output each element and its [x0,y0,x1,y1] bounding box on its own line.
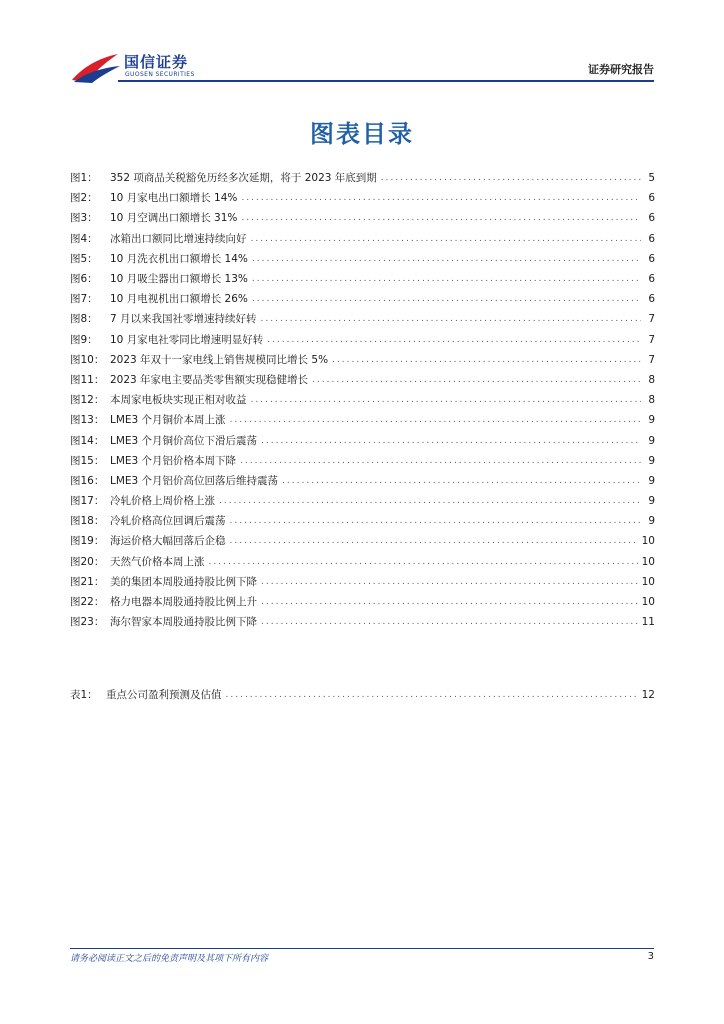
toc-entry-page: 6 [648,273,655,286]
toc-leader-dots [267,330,641,350]
page-header [0,0,724,86]
toc-entry[interactable] [70,572,655,592]
toc-leader-dots [282,471,641,491]
toc-entry[interactable] [70,289,655,309]
toc-entry-label: 图3： [70,212,98,225]
toc-entry-label: 图17： [70,495,105,508]
toc-entry-label: 图6： [70,273,98,286]
toc-entry-label: 图16： [70,474,105,487]
toc-entry-page: 12 [641,689,655,702]
toc-entry-title: 10 月家电社零同比增速明显好转 [110,333,264,346]
toc-entry-title: LME3 个月铝价高位回落后维持震荡 [110,474,279,487]
toc-entry-label: 图23： [70,616,105,629]
toc-entry-title: 10 月空调出口额增长 31% [110,212,238,225]
toc-entry[interactable] [70,685,655,705]
toc-entry-title: 冰箱出口额同比增速持续向好 [110,232,247,245]
toc-leader-dots [251,390,642,410]
toc-entry-label: 图1： [70,172,98,185]
toc-entry-label: 图4： [70,232,98,245]
page-number: 3 [647,951,654,962]
toc-entry-page: 9 [648,515,655,528]
toc-entry[interactable] [70,229,655,249]
toc-entry-page: 9 [648,474,655,487]
toc-leader-dots [261,431,641,451]
disclaimer-note: 请务必阅读正文之后的免责声明及其项下所有内容 [70,954,269,964]
toc-entry-label: 图22： [70,596,105,609]
toc-leader-dots [230,531,638,551]
toc-entry-title: 2023 年双十一家电线上销售规模同比增长 5% [110,353,329,366]
brand-name-cn: 国信证券 [124,53,189,71]
toc-entry-title: 格力电器本周股通持股比例上升 [110,596,257,609]
toc-entry[interactable] [70,410,655,430]
toc-entry-title: 天然气价格本周上涨 [110,555,205,568]
toc-entry[interactable] [70,531,655,551]
toc-entry-label: 图15： [70,454,105,467]
toc-entry[interactable] [70,612,655,632]
toc-entry-page: 6 [648,232,655,245]
toc-entry[interactable] [70,208,655,228]
toc-leader-dots [230,410,641,430]
toc-entry-page: 10 [641,555,655,568]
toc-entry-page: 10 [641,596,655,609]
toc-entry-title: 10 月吸尘器出口额增长 13% [110,273,248,286]
toc-entry-page: 6 [648,293,655,306]
toc-leader-dots [241,188,641,208]
report-type: 证券研究报告 [588,63,654,76]
toc-entry-title: 冷轧价格高位回调后震荡 [110,515,226,528]
footer-divider [70,948,654,949]
toc-entry[interactable] [70,188,655,208]
toc-entry[interactable] [70,451,655,471]
toc-entry-page: 7 [648,333,655,346]
toc-entry-page: 7 [648,313,655,326]
toc-entry-page: 10 [641,535,655,548]
toc-entry-label: 图10： [70,353,105,366]
toc-entry-page: 7 [648,353,655,366]
toc-entry-page: 9 [648,454,655,467]
toc-entry-page: 6 [648,252,655,265]
toc-entry-label: 图8： [70,313,98,326]
toc-entry[interactable] [70,511,655,531]
toc-entry-page: 6 [648,192,655,205]
toc-leader-dots [230,511,642,531]
toc-entry[interactable] [70,592,655,612]
toc-leader-dots [209,552,638,572]
toc-leader-dots [261,309,641,329]
toc-entry[interactable] [70,350,655,370]
toc-entry-title: 7 月以来我国社零增速持续好转 [110,313,257,326]
brand-name-en: GUOSEN SECURITIES [125,71,195,78]
toc-leader-dots [261,612,638,632]
toc-entry-page: 9 [648,434,655,447]
toc-leader-dots [219,491,641,511]
toc-entry-page: 11 [641,616,655,629]
toc-entry-title: LME3 个月铜价本周上涨 [110,414,226,427]
toc-entry-label: 图19： [70,535,105,548]
table-list [70,685,655,705]
toc-entry-title: LME3 个月铜价高位下滑后震荡 [110,434,258,447]
toc-entry-label: 图5： [70,252,98,265]
toc-entry-label: 图11： [70,373,105,386]
toc-entry-label: 图20： [70,555,105,568]
toc-entry-page: 5 [648,172,655,185]
toc-entry-page: 6 [648,212,655,225]
toc-entry-page: 8 [648,394,655,407]
toc-entry-label: 图2： [70,192,98,205]
toc-entry-label: 图7： [70,293,98,306]
toc-entry-title: 10 月家电出口额增长 14% [110,192,238,205]
toc-entry-title: 本周家电板块实现正相对收益 [110,394,247,407]
figure-list [70,168,655,632]
toc-leader-dots [226,685,638,705]
toc-leader-dots [332,350,641,370]
toc-entry-label: 图21： [70,575,105,588]
page-title: 图表目录 [310,120,414,148]
toc-entry[interactable] [70,330,655,350]
toc-entry-page: 9 [648,414,655,427]
toc-leader-dots [261,572,638,592]
toc-entry-title: 10 月电视机出口额增长 26% [110,293,248,306]
toc-entry-page: 10 [641,575,655,588]
toc-entry-title: 冷轧价格上周价格上涨 [110,495,215,508]
toc-entry[interactable] [70,430,655,450]
toc-entry-label: 图12： [70,394,105,407]
toc-entry-page: 8 [648,373,655,386]
toc-leader-dots [381,168,641,188]
toc-leader-dots [240,451,641,471]
toc-leader-dots [252,249,641,269]
toc-entry-title: LME3 个月铝价格本周下降 [110,454,237,467]
toc-entry[interactable] [70,269,655,289]
toc-entry-title: 352 项商品关税豁免历经多次延期，将于 2023 年底到期 [110,172,377,185]
toc-entry[interactable] [70,491,655,511]
toc-entry-title: 2023 年家电主要品类零售额实现稳健增长 [110,373,309,386]
toc-entry-label: 图9： [70,333,98,346]
toc-entry[interactable] [70,471,655,491]
toc-entry[interactable] [70,168,655,188]
toc-leader-dots [251,229,642,249]
toc-leader-dots [261,592,638,612]
toc-entry-title: 重点公司盈利预测及估值 [106,689,222,702]
toc-leader-dots [241,208,641,228]
toc-entry[interactable] [70,370,655,390]
toc-entry-page: 9 [648,495,655,508]
toc-entry[interactable] [70,390,655,410]
toc-entry[interactable] [70,309,655,329]
toc-entry-title: 美的集团本周股通持股比例下降 [110,575,257,588]
toc-leader-dots [312,370,641,390]
toc-entry-label: 图14： [70,434,105,447]
header-divider [118,80,654,82]
toc-entry-title: 10 月洗衣机出口额增长 14% [110,252,248,265]
toc-entry-label: 图13： [70,414,105,427]
toc-entry[interactable] [70,249,655,269]
toc-entry-title: 海尔智家本周股通持股比例下降 [110,616,257,629]
logo-mark-icon [70,50,122,84]
toc-entry[interactable] [70,552,655,572]
toc-entry-label: 表1： [70,689,98,702]
toc-entry-label: 图18： [70,515,105,528]
toc-leader-dots [252,289,641,309]
toc-leader-dots [252,269,641,289]
toc-entry-title: 海运价格大幅回落后企稳 [110,535,226,548]
